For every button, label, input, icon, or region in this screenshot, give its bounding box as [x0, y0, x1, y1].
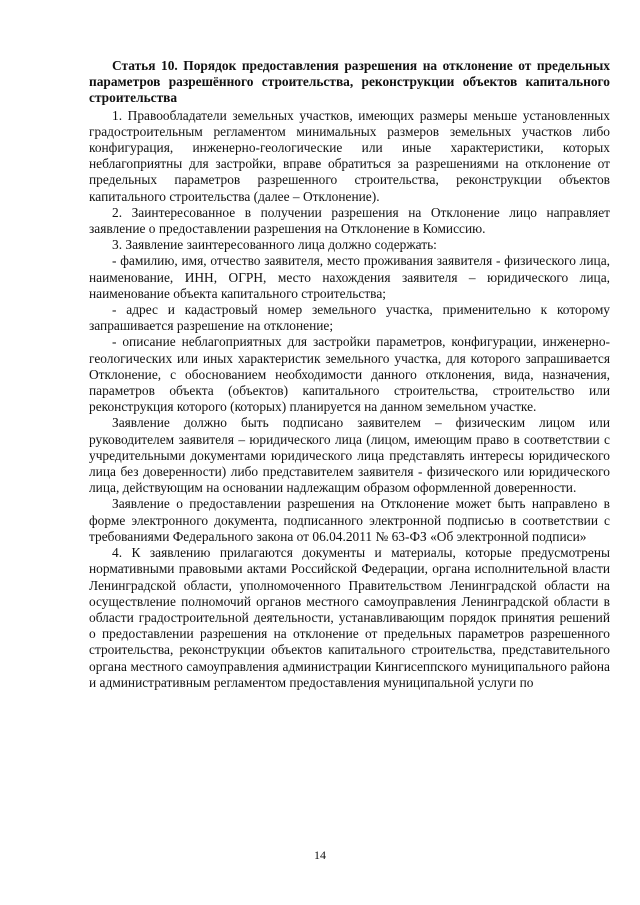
paragraph-2: 2. Заинтересованное в получении разрешения на Отклонение лицо направляет заявление о предоставлении разрешения на Отклонение в Комиссию. — [89, 204, 610, 237]
list-item-description: - описание неблагоприятных для застройки параметров, конфигурации, инженерно-геологических или иных характеристик земельного участка, для которого запрашивается Отклонение, с обоснованием необходимости данного отклонения, вида, назначения, параметров объекта (объектов) капитального строительства, строительство или реконструкция которого (которых) планируется на данном земельном участке. — [89, 334, 610, 415]
document-page — [89, 58, 610, 691]
page-number: 14 — [314, 848, 326, 862]
paragraph-signature: Заявление должно быть подписано заявителем – физическим лицом или руководителем заявителя – юридического лица (лицом, имеющим право в соответствии с учредительными документами юридического лица представлять интересы юридического лица без доверенности) либо представителем заявителя - физического или юридического лица, действующим на основании надлежащим образом оформленной доверенности. — [89, 415, 610, 496]
paragraph-1: 1. Правообладатели земельных участков, имеющих размеры меньше установленных градостроительным регламентом минимальных размеров земельных участков либо конфигурация, инженерно-геологические или иные характеристики, которых неблагоприятны для застройки, вправе обратиться за разрешениями на отклонение от предельных параметров разрешенного строительства, реконструкции объектов капитального строительства (далее – Отклонение). — [89, 107, 610, 204]
article-title: Статья 10. Порядок предоставления разрешения на отклонение от предельных параметров разрешённого строительства, реконструкции объектов капитального строительства — [89, 58, 610, 106]
list-item-applicant-name: - фамилию, имя, отчество заявителя, место проживания заявителя - физического лица, наименование, ИНН, ОГРН, место нахождения заявителя – юридического лица, наименование объекта капитального строительства; — [89, 253, 610, 301]
paragraph-4: 4. К заявлению прилагаются документы и материалы, которые предусмотрены нормативными правовыми актами Российской Федерации, органа исполнительной власти Ленинградской области, уполномоченного Правительством Ленинградской области на осуществление полномочий органов местного самоуправления Ленинградской области в области градостроительной деятельности, устанавливающим порядок принятия решений о предоставлении разрешения на отклонение от предельных параметров разрешенного строительства, реконструкции объектов капитального строительства, представительного органа местного самоуправления администрации Кингисеппского муниципального района и административным регламентом предоставления муниципальной услуги по — [89, 545, 610, 690]
list-item-address: - адрес и кадастровый номер земельного участка, применительно к которому запрашивается разрешение на отклонение; — [89, 302, 610, 334]
paragraph-electronic: Заявление о предоставлении разрешения на Отклонение может быть направлено в форме электронного документа, подписанного электронной подписью в соответствии с требованиями Федерального закона от 06.04.2011 № 63-ФЗ «Об электронной подписи» — [89, 496, 610, 544]
paragraph-3: 3. Заявление заинтересованного лица должно содержать: — [112, 237, 437, 253]
